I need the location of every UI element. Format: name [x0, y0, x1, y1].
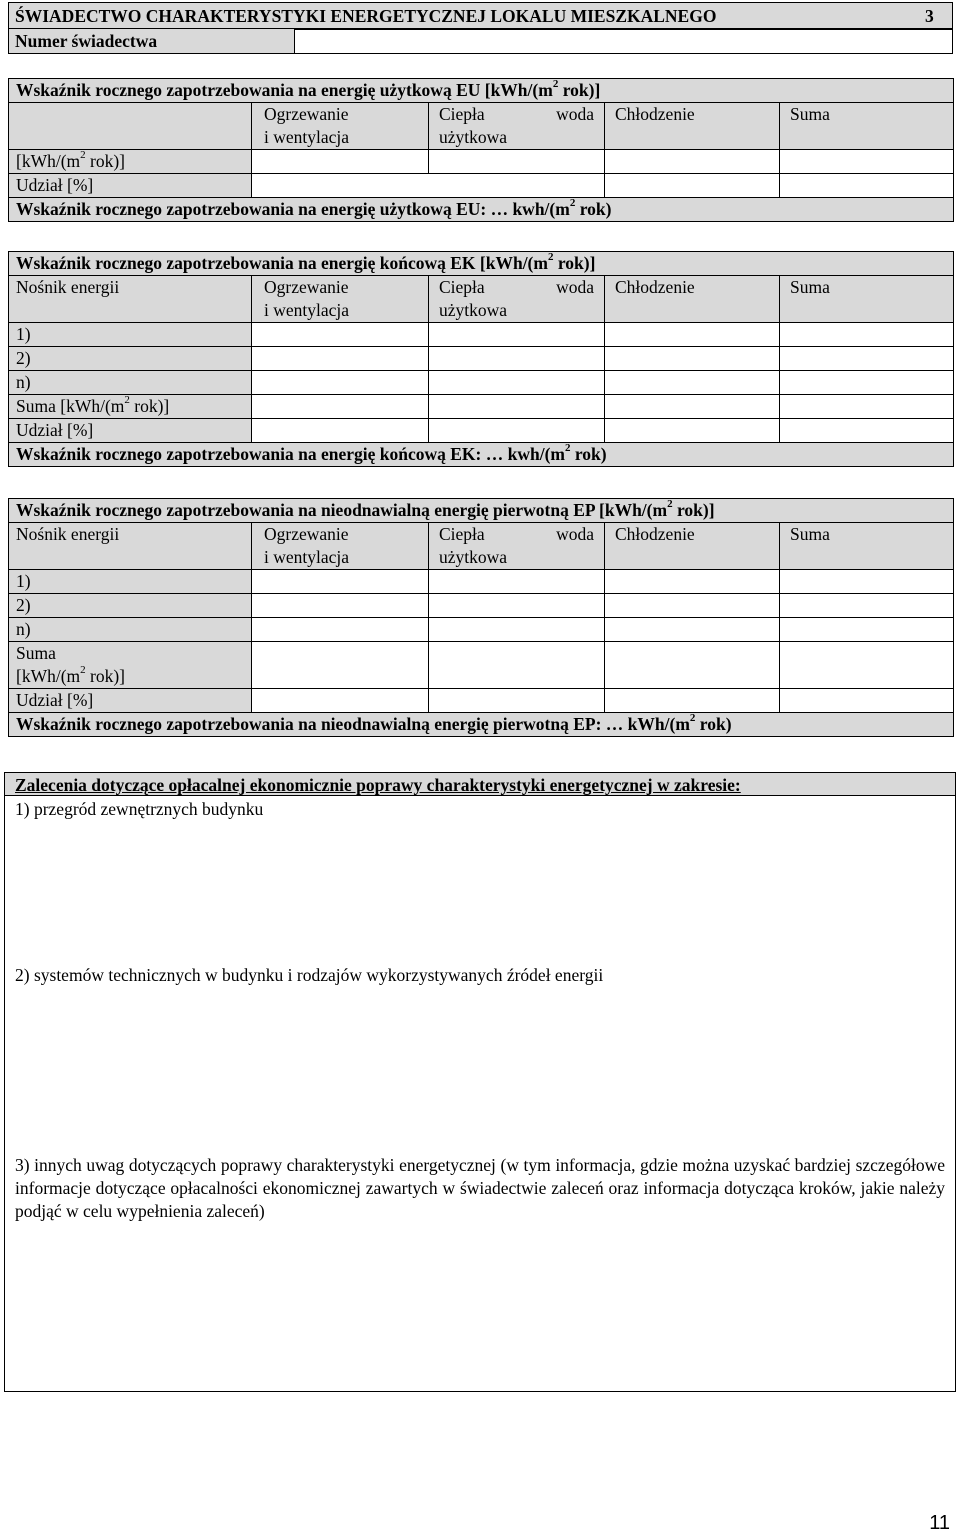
eu-cell — [252, 174, 429, 198]
recommendation-systems: 2) systemów technicznych w budynku i rodzajów wykorzystywanych źródeł energii — [15, 965, 604, 985]
cert-number-divider — [8, 28, 953, 29]
eu-cell — [780, 150, 954, 174]
ek-row-2: 2) — [9, 347, 252, 371]
cert-number-value-box — [294, 29, 953, 54]
eu-cell — [605, 174, 780, 198]
ep-row-2: 2) — [9, 594, 252, 618]
col-heating: Ogrzewanie i wentylacja — [252, 103, 429, 150]
eu-footer: Wskaźnik rocznego zapotrzebowania na energię użytkową EU: … kwh/($m^2$ rok) — [9, 198, 954, 222]
ek-table — [8, 251, 954, 467]
ek-row-n: n) — [9, 371, 252, 395]
ep-title: Wskaźnik rocznego zapotrzebowania na nieodnawialną energię pierwotną EP [$kWh/(m^2$ rok)] — [9, 499, 954, 523]
col-cooling: Chłodzenie — [605, 523, 780, 570]
col-sum: Suma — [780, 276, 954, 323]
recommendations-title: Zalecenia dotyczące opłacalnej ekonomicznie poprawy charakterystyki energetycznej w zakresie: — [15, 775, 741, 795]
eu-cell — [252, 150, 429, 174]
col-hot-water: Ciepła woda użytkowa — [429, 103, 605, 150]
ek-row-share: Udział [%] — [9, 419, 252, 443]
eu-cell — [780, 174, 954, 198]
ep-footer: Wskaźnik rocznego zapotrzebowania na nieodnawialną energię pierwotną EP: … kWh/($m^2$ rok) — [9, 713, 954, 737]
ep-row-sum: Suma [$kWh/(m^2$ rok)] — [9, 642, 252, 689]
eu-row-unit: [$kWh/(m^2$ rok)] — [9, 150, 252, 174]
col-heating: Ogrzewanie i wentylacja — [252, 276, 429, 323]
col-cooling: Chłodzenie — [605, 276, 780, 323]
cert-number-label: Numer świadectwa — [15, 31, 158, 51]
page-indicator: 3 — [925, 6, 934, 26]
col-cooling: Chłodzenie — [605, 103, 780, 150]
ek-row-1: 1) — [9, 323, 252, 347]
col-heating: Ogrzewanie i wentylacja — [252, 523, 429, 570]
ek-title: Wskaźnik rocznego zapotrzebowania na energię końcową EK [$kWh/(m^2$ rok)] — [9, 252, 954, 276]
eu-row-share: Udział [%] — [9, 174, 252, 198]
certificate-title: ŚWIADECTWO CHARAKTERYSTYKI ENERGETYCZNEJ LOKALU MIESZKALNEGO — [15, 6, 717, 26]
eu-cell — [429, 174, 605, 198]
ep-table — [8, 498, 954, 737]
ek-row-sum: Suma [$kWh/(m^2$ rok)] — [9, 395, 252, 419]
eu-cell — [605, 150, 780, 174]
page-number: 11 — [929, 1512, 950, 1534]
col-hot-water: Ciepła woda użytkowa — [429, 276, 605, 323]
eu-cell — [429, 150, 605, 174]
ep-row-n: n) — [9, 618, 252, 642]
recommendations-box — [4, 772, 956, 1392]
eu-table — [8, 78, 954, 222]
ep-row-share: Udział [%] — [9, 689, 252, 713]
ek-footer: Wskaźnik rocznego zapotrzebowania na energię końcową EK: … kwh/($m^2$ rok) — [9, 443, 954, 467]
ep-col-carrier: Nośnik energii — [9, 523, 252, 570]
col-hot-water: Ciepła woda użytkowa — [429, 523, 605, 570]
col-sum: Suma — [780, 103, 954, 150]
ek-col-carrier: Nośnik energii — [9, 276, 252, 323]
eu-title: Wskaźnik rocznego zapotrzebowania na energię użytkową EU [$kWh/(m^2$ rok)] — [9, 79, 954, 103]
recommendation-other: 3) innych uwag dotyczących poprawy charakterystyki energetycznej (w tym informacja, gdzie można uzyskać bardziej szczegółowe informacje dotyczące opłacalności ekonomicznej zawartych w świadectwie zaleceń oraz informacja dotycząca kroków, jakie należy podjąć w celu wypełnienia zaleceń) — [15, 1155, 945, 1221]
eu-corner-cell — [9, 103, 252, 150]
recommendation-envelope: 1) przegród zewnętrznych budynku — [15, 799, 264, 819]
ep-row-1: 1) — [9, 570, 252, 594]
col-sum: Suma — [780, 523, 954, 570]
